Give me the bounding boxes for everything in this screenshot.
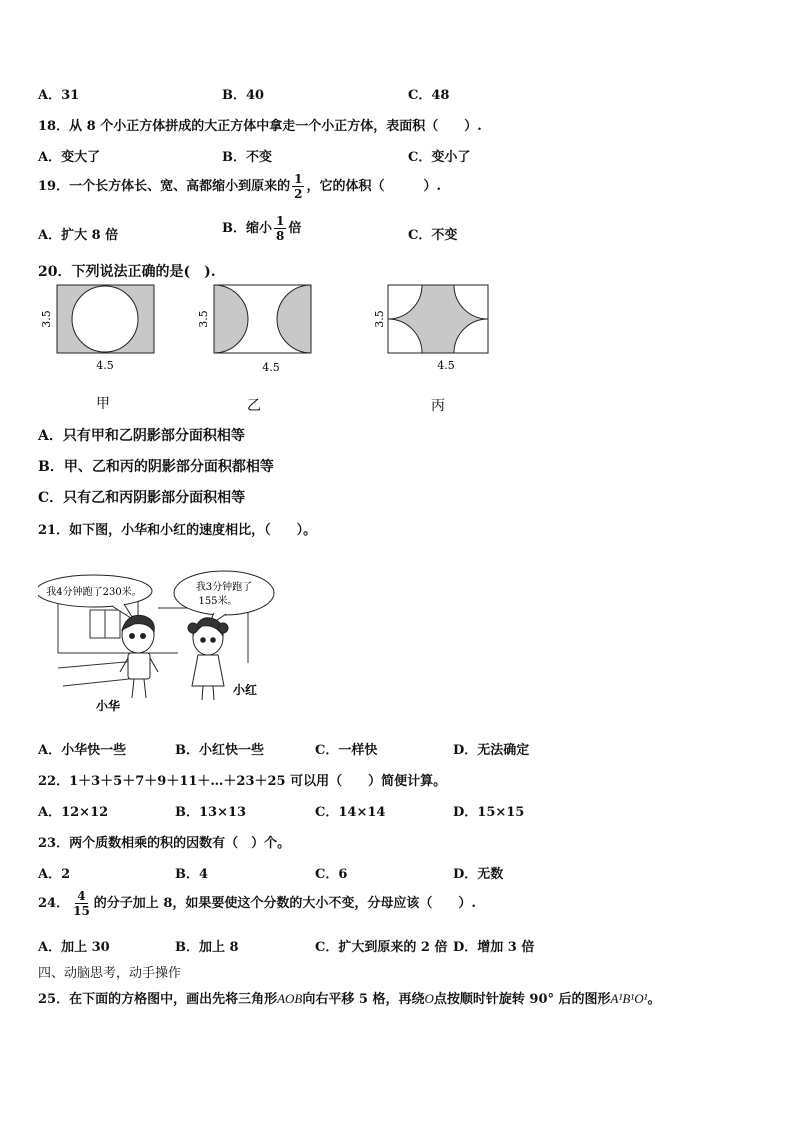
figure-jia-circle [72, 286, 138, 352]
q21-option-b: B．小红快一些 [175, 743, 264, 758]
q20-option-a: A．只有甲和乙阴影部分面积相等 [38, 428, 245, 444]
figure-yi [197, 285, 311, 414]
q19-option-b [222, 214, 301, 243]
q21-option-a: A．小华快一些 [38, 743, 127, 758]
q23-option-d: D．无数 [453, 867, 504, 882]
figure-bing [373, 285, 488, 414]
q21-stem: 21．如下图，小华和小红的速度相比，（ ）。 [38, 523, 317, 538]
q19-fraction [292, 172, 304, 201]
bubble-right-text-1: 我3分钟跑了 [195, 582, 253, 593]
figure-jia-label: 甲 [96, 396, 110, 412]
bubble-left-text: 我4分钟跑了230米。 [46, 587, 142, 598]
figure-yi-label: 乙 [247, 398, 261, 414]
q23-option-b: B．4 [175, 867, 209, 882]
boy-figure [120, 615, 158, 698]
q24-option-b: B．加上 8 [175, 940, 239, 955]
q19-option-b-before: B．缩小 [222, 221, 272, 236]
q25-stem [38, 988, 661, 1007]
q20-option-b: B．甲、乙和丙的阴影部分面积都相等 [38, 459, 274, 475]
q20-figures [30, 280, 510, 415]
q22-stem: 22．1＋3＋5＋7＋9＋11＋…＋23＋25 可以用（ ）简便计算。 [38, 774, 447, 789]
name-xiaohua: 小华 [96, 699, 121, 713]
section-4-title: 四、动脑思考，动手操作 [38, 966, 182, 981]
q25-end: 。 [647, 992, 661, 1007]
bubble-right-text-2: 155米。 [198, 596, 238, 607]
q19-stem [38, 172, 441, 201]
q19-option-b-den: 8 [276, 229, 285, 243]
figure-bing-height: 3.5 [373, 310, 386, 328]
name-xiaohong: 小红 [233, 683, 258, 697]
q19-fraction-num: 1 [294, 172, 303, 186]
q21-option-d: D．无法确定 [453, 743, 530, 758]
q20-option-c: C．只有乙和丙阴影部分面积相等 [38, 490, 246, 506]
q23-stem: 23．两个质数相乘的积的因数有（ ）个。 [38, 836, 291, 851]
figure-bing-width: 4.5 [437, 359, 455, 372]
q25-stem-before: 25．在下面的方格图中，画出先将三角形 [38, 992, 278, 1007]
q25-triangle: AOB [277, 991, 303, 1006]
q24-stem-prefix: 24． [38, 896, 70, 911]
q18-option-a: A．变大了 [38, 150, 101, 165]
q24-fraction-num: 4 [77, 889, 86, 903]
q24-option-c: C．扩大到原来的 2 倍 [315, 940, 448, 955]
q21-option-c: C．一样快 [315, 743, 378, 758]
figure-jia [40, 285, 154, 412]
q19-option-b-after: 倍 [288, 221, 302, 236]
q19-option-a: A．扩大 8 倍 [38, 228, 119, 243]
q23-option-a: A．2 [38, 867, 71, 882]
q18-stem: 18．从 8 个小正方体拼成的大正方体中拿走一个小正方体，表面积（ ）. [38, 119, 482, 134]
figure-jia-height: 3.5 [40, 310, 53, 328]
q19-stem-after: ，它的体积（ ）. [306, 179, 441, 194]
q17-option-c: C．48 [408, 88, 450, 103]
q19-stem-before: 19．一个长方体长、宽、高都缩小到原来的 [38, 179, 291, 194]
q24-stem [38, 889, 476, 918]
q19-option-b-num: 1 [276, 214, 285, 228]
q22-option-b: B．13×13 [175, 805, 247, 820]
figure-jia-width: 4.5 [96, 359, 114, 372]
q19-option-c: C．不变 [408, 228, 458, 243]
q17-option-b: B．40 [222, 88, 265, 103]
figure-bing-label: 丙 [431, 398, 445, 414]
q17-option-a: A．31 [38, 88, 80, 103]
q22-option-d: D．15×15 [453, 805, 525, 820]
q23-option-c: C．6 [315, 867, 348, 882]
q25-stem-mid: 向右平移 5 格，再绕 [302, 992, 425, 1007]
figure-yi-height: 3.5 [197, 310, 210, 328]
q25-point: O [424, 991, 434, 1006]
q18-option-b: B．不变 [222, 150, 272, 165]
bubble-left [38, 575, 152, 620]
q24-option-d: D．增加 3 倍 [453, 940, 535, 955]
q22-option-c: C．14×14 [315, 805, 386, 820]
q24-fraction [71, 889, 92, 918]
q21-illustration [38, 568, 278, 718]
q24-stem-after: 的分子加上 8，如果要使这个分数的大小不变，分母应该（ ）. [93, 896, 476, 911]
q25-result-figure: A¹B¹O¹ [610, 991, 648, 1006]
q25-stem-after: 点按顺时针旋转 90° 后的图形 [433, 992, 611, 1007]
q24-option-a: A．加上 30 [38, 940, 110, 955]
bubble-right [174, 571, 274, 626]
q19-fraction-den: 2 [294, 187, 303, 201]
q22-option-a: A．12×12 [38, 805, 109, 820]
q20-stem: 20．下列说法正确的是( ). [38, 264, 216, 280]
q18-option-c: C．变小了 [408, 150, 471, 165]
figure-yi-width: 4.5 [262, 361, 280, 374]
q19-option-b-fraction [274, 214, 286, 243]
girl-figure [188, 618, 228, 700]
q24-fraction-den: 15 [73, 904, 90, 918]
